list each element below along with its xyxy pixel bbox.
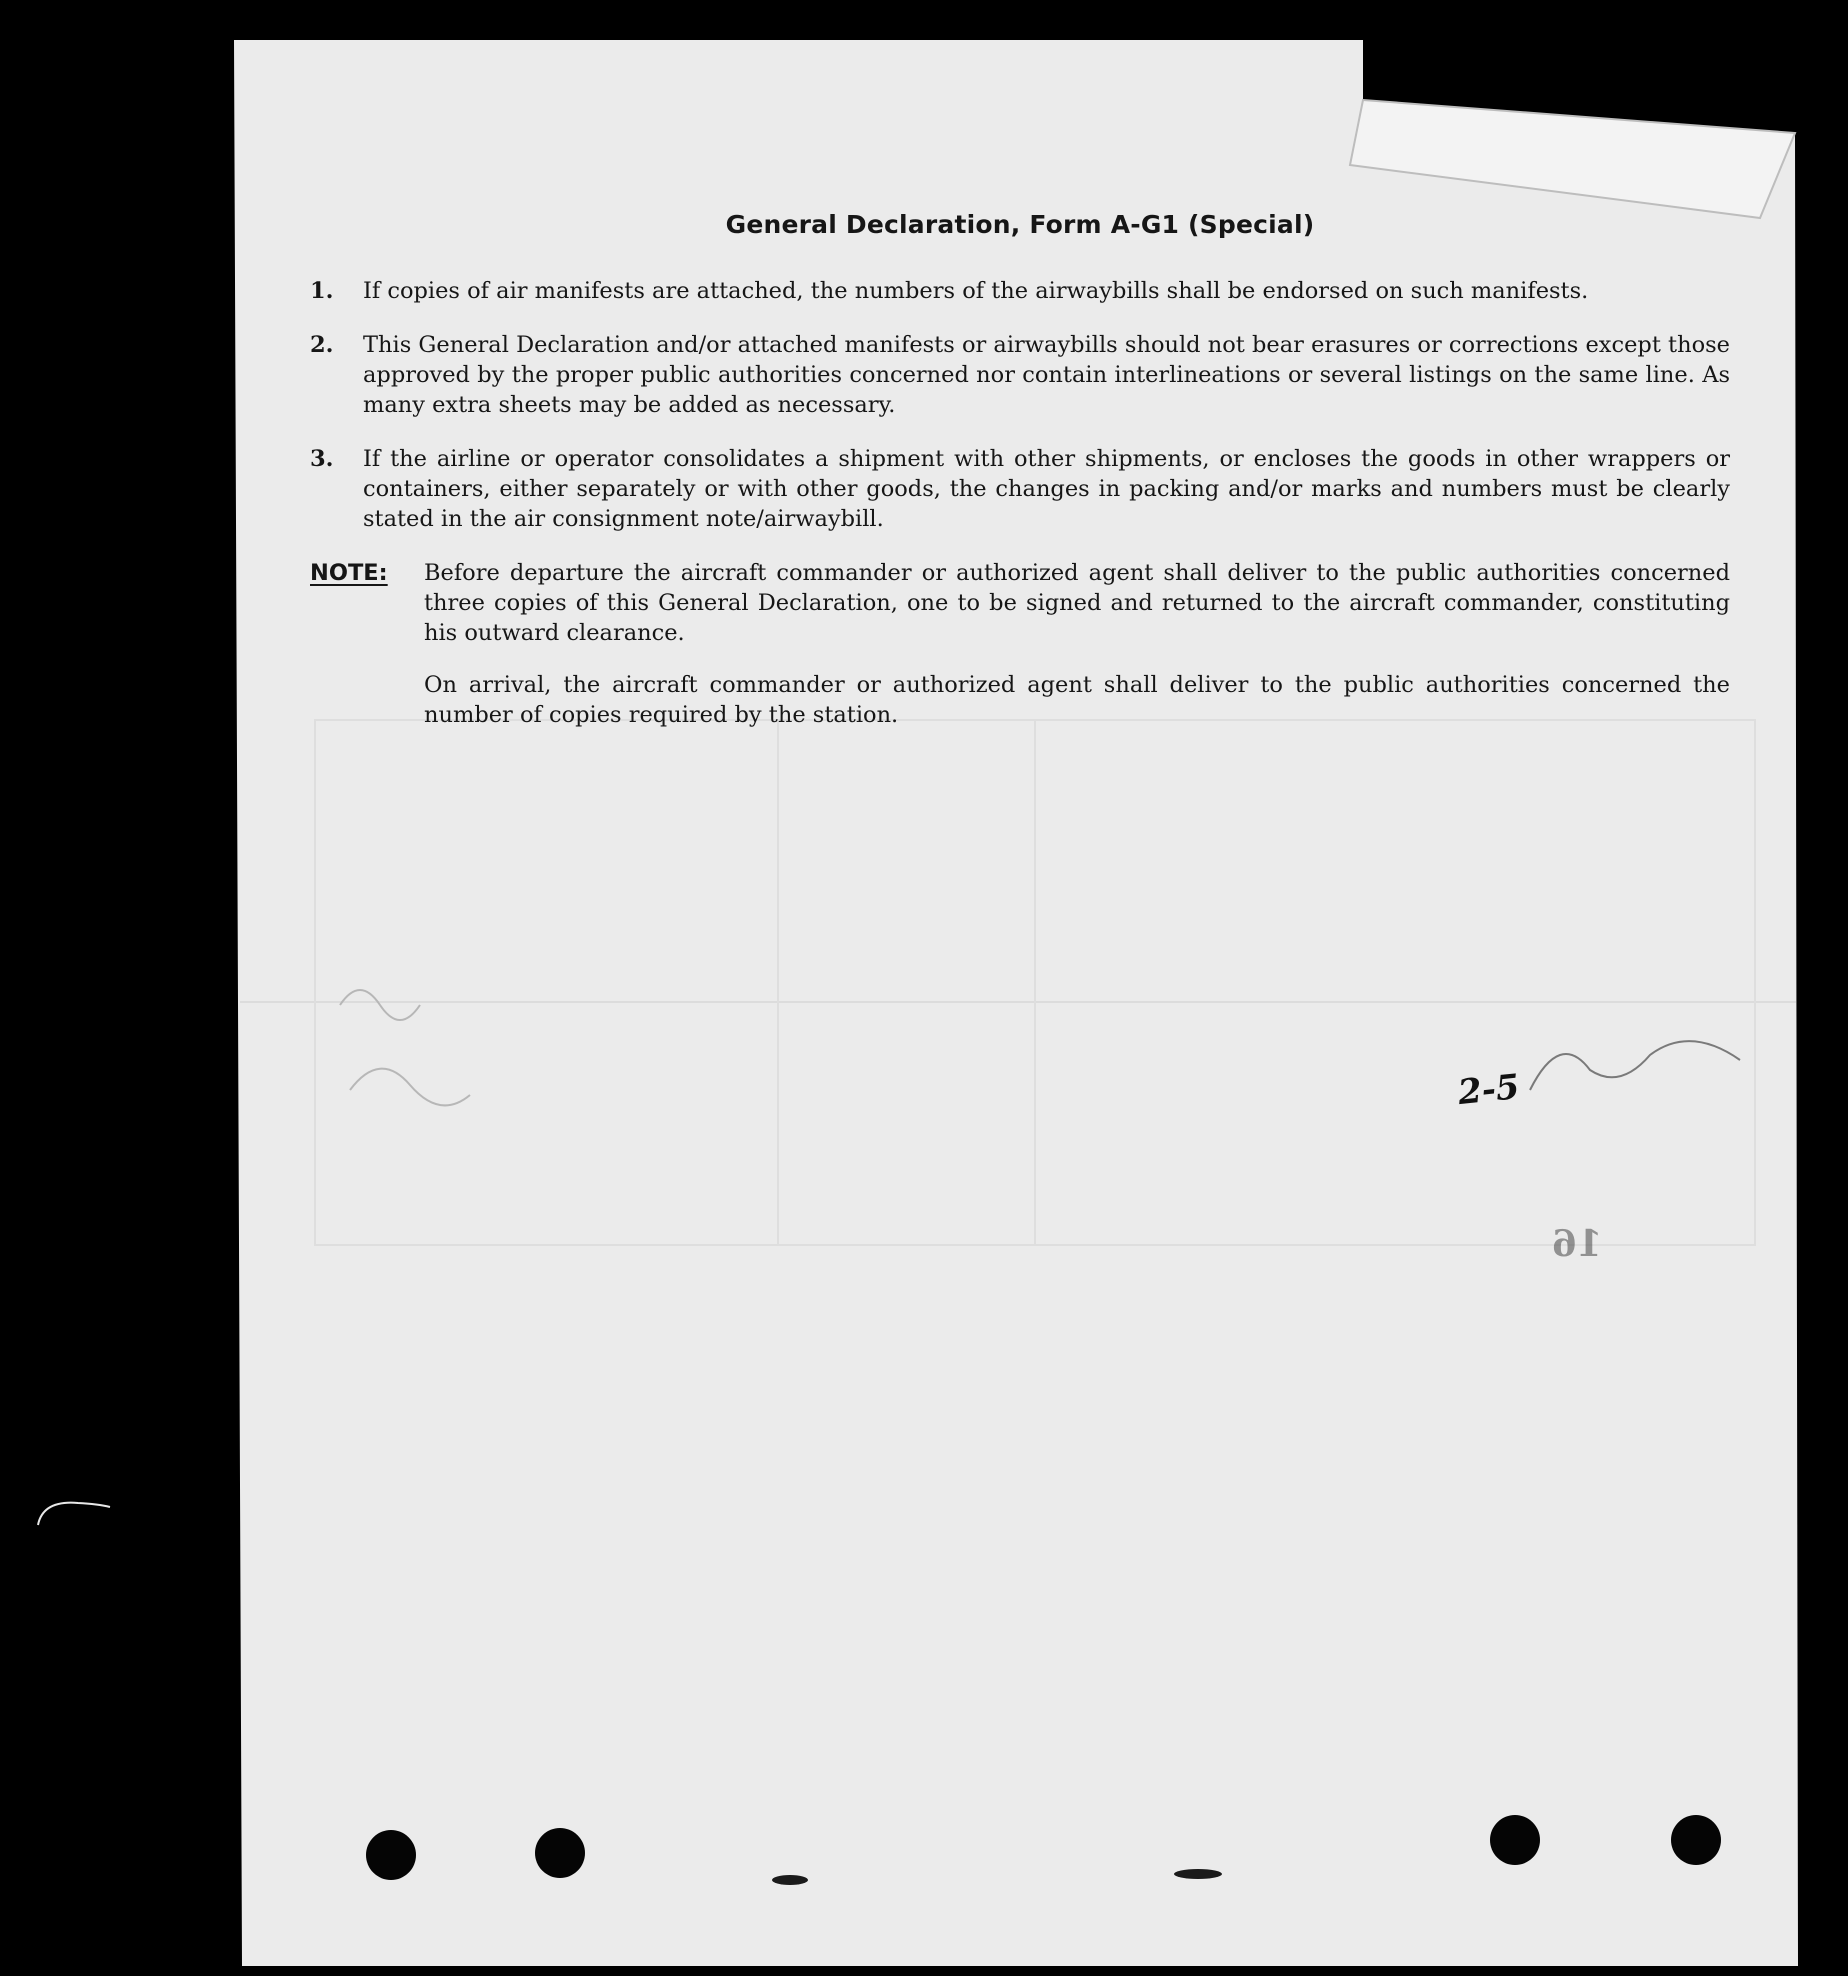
instruction-number: 3. bbox=[310, 446, 334, 472]
border-mark bbox=[38, 1503, 110, 1525]
punch-hole bbox=[366, 1830, 416, 1880]
note-paragraph: On arrival, the aircraft commander or authorized agent shall deliver to the public authorities concerned the number of copies required by the station. bbox=[424, 672, 1730, 728]
instruction-text: If copies of air manifests are attached, the numbers of the airwaybills shall be endorsed on such manifests. bbox=[363, 278, 1589, 304]
instruction-item bbox=[310, 330, 1730, 420]
instruction-item bbox=[310, 276, 1730, 306]
document-title: General Declaration, Form A-G1 (Special) bbox=[725, 210, 1315, 239]
instruction-text: This General Declaration and/or attached manifests or airwaybills should not bear erasures or corrections except those approved by the proper public authorities concerned nor contain interlineations or several listings on the same line. As many extra sheets may be added as necessary. bbox=[363, 332, 1730, 418]
instruction-text: If the airline or operator consolidates a shipment with other shipments, or encloses the goods in other wrappers or containers, either separately or with other goods, the changes in packing and/or marks and numbers must be clearly stated in the air consignment note/airwaybill. bbox=[363, 446, 1730, 532]
note-label: NOTE: bbox=[310, 560, 388, 586]
ink-speck bbox=[1174, 1869, 1222, 1879]
ink-speck bbox=[772, 1875, 808, 1885]
punch-hole bbox=[535, 1828, 585, 1878]
handwritten-mark: 2-5 bbox=[1456, 1066, 1522, 1114]
punch-hole bbox=[1671, 1815, 1721, 1865]
note-section bbox=[310, 558, 1730, 752]
note-paragraph: Before departure the aircraft commander or authorized agent shall deliver to the public authorities concerned three copies of this General Declaration, one to be signed and returned to the aircraft commander, constituting his outward clearance. bbox=[424, 560, 1730, 646]
punch-hole bbox=[1490, 1815, 1540, 1865]
instruction-list bbox=[310, 276, 1730, 558]
instruction-number: 2. bbox=[310, 332, 334, 358]
instruction-item bbox=[310, 444, 1730, 534]
mirrored-stamp-number: 16 bbox=[1552, 1223, 1603, 1265]
instruction-number: 1. bbox=[310, 278, 334, 304]
